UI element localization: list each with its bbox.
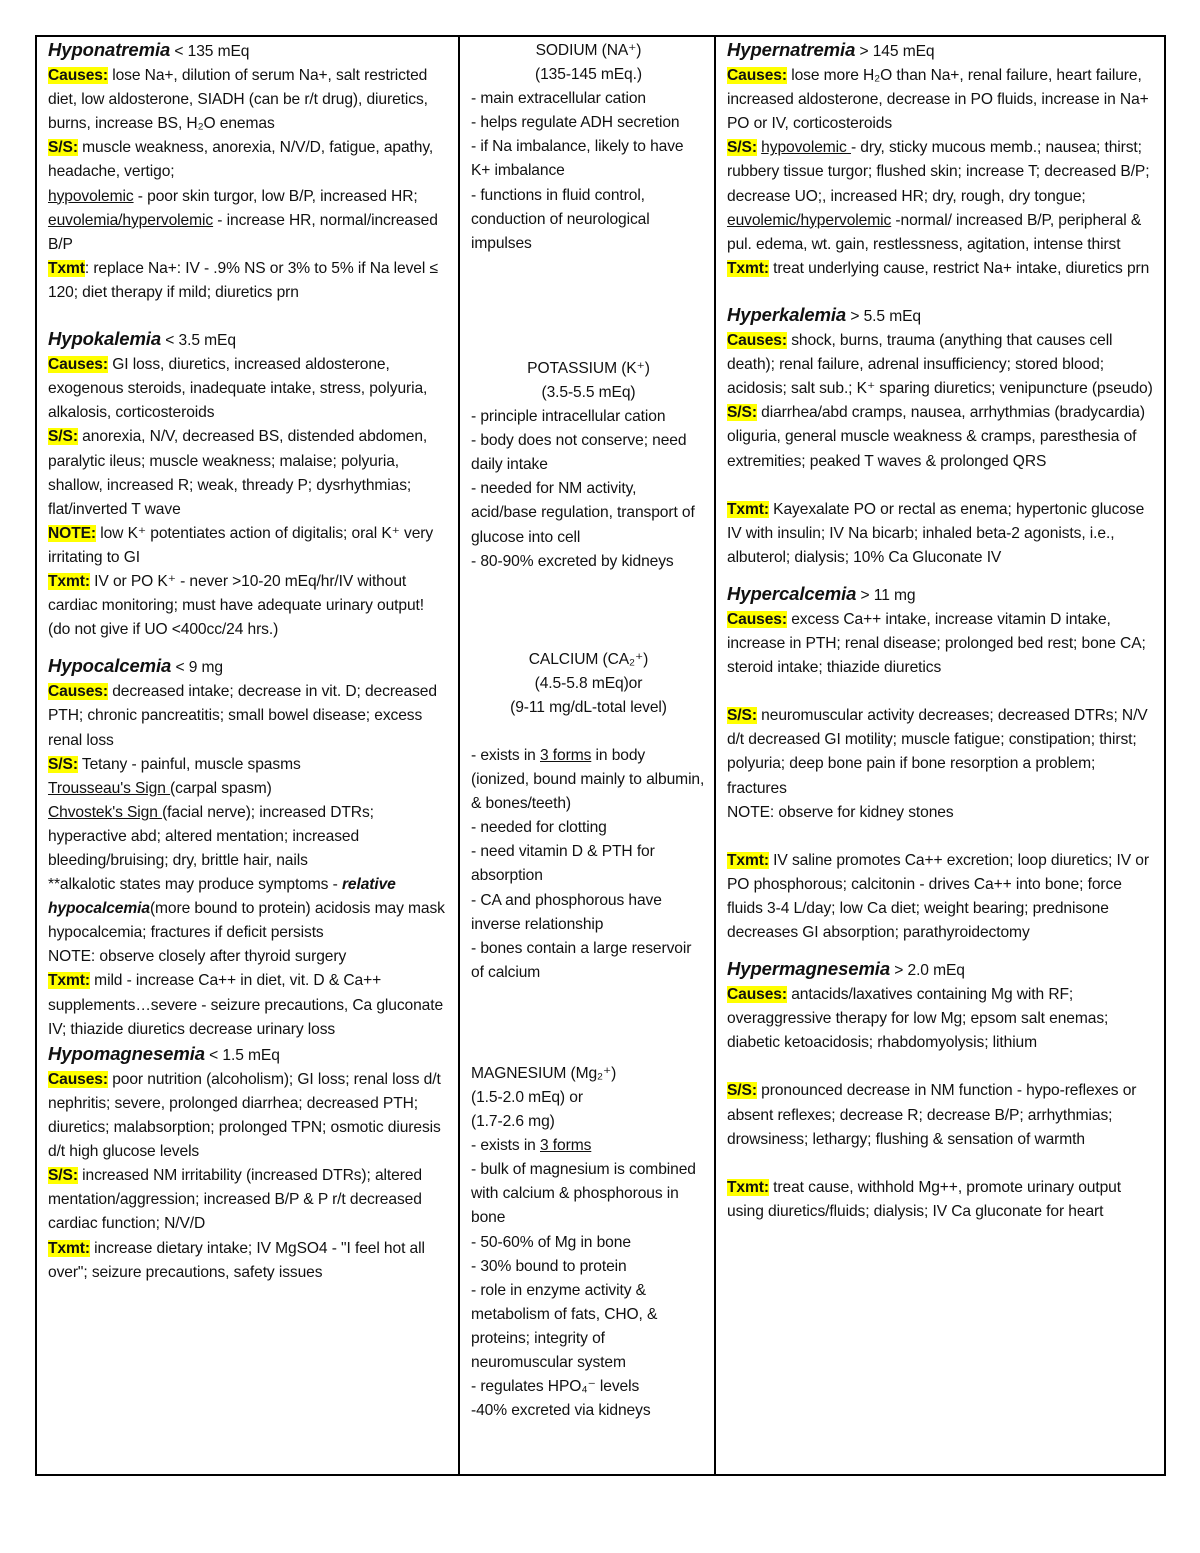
hypernatremia-hypovolemic: hypovolemic (761, 139, 851, 157)
hypernatremia-txmt: treat underlying cause, restrict Na+ intake, diuretics prn (768, 259, 1150, 277)
calcium-line: - needed for clotting (471, 819, 607, 837)
trousseau-text: (carpal spasm) (170, 779, 272, 797)
hypernatremia-causes: lose more H₂O than Na+, renal failure, heart failure, increased aldosterone, decrease in PO fluids, increase in Na+ PO or IV, corticosteroids (727, 67, 1149, 133)
hyponatremia-section (48, 38, 448, 305)
hypermagnesemia-ss-label: S/S: (727, 1082, 757, 1100)
hyponatremia-causes: lose Na+, dilution of serum Na+, salt restricted diet, low aldosterone, SIADH (can be r/t drug), diuretics, burns, increase BS, H₂O enemas (48, 67, 428, 133)
hypokalemia-threshold: < 3.5 mEq (165, 332, 236, 350)
hypocalcemia-note: NOTE: observe closely after thyroid surgery (48, 948, 347, 966)
hypernatremia-causes-label: Causes: (727, 67, 787, 85)
hypocalcemia-causes-label: Causes: (48, 683, 108, 701)
alkalotic-text: **alkalotic states may produce symptoms - (48, 876, 342, 894)
hyperkalemia-txmt: Kayexalate PO or rectal as enema; hypertonic glucose IV with insulin; IV Na bicarb; inhaled beta-2 agonists, i.e., albuterol; dialysis; 10% Ca Gluconate IV (727, 500, 1145, 566)
hyperkalemia-ss-label: S/S: (727, 404, 757, 422)
right-column (716, 37, 1164, 1474)
hypernatremia-euvolemic: euvolemic/hypervolemic (727, 211, 892, 229)
hypernatremia-hypovolemic-text: - dry, sticky mucous memb.; nausea; thirst; rubbery tissue turgor; flushed skin; increase T; decreased B/P; decrease UO;, increased HR; dry, rough, dry tongue; (727, 139, 1150, 205)
calcium-title: CALCIUM (CA₂⁺) (528, 650, 649, 668)
hypocalcemia-ss-label: S/S: (48, 755, 78, 773)
hypocalcemia-txmt-label: Txmt: (48, 972, 90, 990)
hyponatremia-euvolemic-text: - increase HR, normal/increased B/P (48, 211, 438, 253)
hyponatremia-txmt: : replace Na+: IV - .9% NS or 3% to 5% if Na level ≤ 120; diet therapy if mild; diuretics prn (48, 259, 438, 301)
magnesium-line: - role in enzyme activity & metabolism of fats, CHO, & proteins; integrity of neuromuscular system (471, 1281, 658, 1372)
hypokalemia-txmt-label: Txmt: (48, 572, 90, 590)
hypokalemia-causes-label: Causes: (48, 356, 108, 374)
middle-column (460, 37, 716, 1474)
sodium-line: - if Na imbalance, likely to have K+ imbalance (471, 138, 684, 180)
hypercalcemia-causes: excess Ca++ intake, increase vitamin D intake, increase in PTH; renal disease; prolonged bed rest; bone CA; steroid intake; thiazide diuretics (727, 610, 1146, 677)
sodium-line: - helps regulate ADH secretion (471, 114, 680, 132)
hypomagnesemia-title: Hypomagnesemia (48, 1042, 205, 1064)
magnesium-line: - regulates HPO₄⁻ levels (471, 1378, 640, 1396)
left-column (37, 37, 460, 1474)
magnesium-line: - 50-60% of Mg in bone (471, 1233, 631, 1251)
hyponatremia-causes-label: Causes: (48, 67, 108, 85)
magnesium-line1-forms: 3 forms (540, 1137, 592, 1155)
potassium-section (471, 357, 706, 574)
hyponatremia-hypovolemic: hypovolemic (48, 187, 134, 205)
hypercalcemia-txmt-label: Txmt: (727, 851, 769, 869)
hyponatremia-ss: muscle weakness, anorexia, N/V/D, fatigue, apathy, headache, vertigo; (48, 139, 434, 181)
hypercalcemia-title: Hypercalcemia (727, 582, 857, 604)
magnesium-range-2: (1.7-2.6 mg) (471, 1113, 555, 1131)
hypomagnesemia-section (48, 1042, 448, 1285)
electrolyte-table (35, 35, 1166, 1476)
calcium-section (471, 648, 706, 985)
hypocalcemia-threshold: < 9 mg (175, 659, 223, 677)
hypocalcemia-ss: Tetany - painful, muscle spasms (77, 755, 301, 773)
hypomagnesemia-causes: poor nutrition (alcoholism); GI loss; renal loss d/t nephritis; severe, prolonged diarrhea; decreased PTH; diuretics; malabsorption; prolonged TPN; osmotic diuresis d/t high glucose levels (48, 1070, 441, 1161)
calcium-range: (4.5-5.8 mEq)or (534, 674, 643, 692)
hyponatremia-ss-label: S/S: (48, 139, 78, 157)
sodium-line: - main extracellular cation (471, 90, 646, 108)
hypokalemia-note: low K⁺ potentiates action of digitalis; oral K⁺ very irritating to GI (48, 524, 434, 566)
hypomagnesemia-ss-label: S/S: (48, 1167, 78, 1185)
hypernatremia-ss-label: S/S: (727, 139, 757, 157)
hypercalcemia-causes-label: Causes: (727, 610, 787, 628)
potassium-line: - principle intracellular cation (471, 408, 666, 426)
hypercalcemia-section (727, 582, 1156, 945)
hyperkalemia-txmt-label: Txmt: (727, 500, 769, 518)
hypernatremia-section (727, 38, 1156, 281)
hypomagnesemia-ss: increased NM irritability (increased DTRs); altered mentation/aggression; increased B/P & P r/t decreased cardiac function; N/V/D (48, 1167, 422, 1233)
spacer (727, 474, 1156, 498)
spacer (727, 825, 1156, 849)
hypomagnesemia-causes-label: Causes: (48, 1070, 108, 1088)
hypernatremia-euvolemic-text: -normal/ increased B/P, peripheral & pul. edema, wt. gain, restlessness, agitation, intense thirst (727, 211, 1142, 253)
hypokalemia-title: Hypokalemia (48, 328, 162, 350)
hypocalcemia-causes: decreased intake; decrease in vit. D; decreased PTH; chronic pancreatitis; small bowel disease; excess renal loss (48, 683, 437, 749)
potassium-line: - needed for NM activity, acid/base regulation, transport of glucose into cell (471, 480, 695, 546)
hypokalemia-section (48, 327, 448, 642)
hyponatremia-threshold: < 135 mEq (174, 43, 250, 60)
hyperkalemia-section (727, 303, 1156, 570)
hypermagnesemia-title: Hypermagnesemia (727, 958, 891, 980)
magnesium-section (471, 1062, 706, 1423)
magnesium-line: -40% excreted via kidneys (471, 1402, 651, 1420)
magnesium-range: (1.5-2.0 mEq) or (471, 1089, 583, 1106)
hyperkalemia-causes: shock, burns, trauma (anything that causes cell death); renal failure, adrenal insufficiency; stored blood; acidosis; salt sub.; K⁺ sparing diuretics; venipuncture (pseudo) (727, 332, 1153, 398)
hypernatremia-txmt-label: Txmt: (727, 259, 769, 277)
calcium-line1-post: in body (ionized, bound mainly to albumin, & bones/teeth) (471, 746, 705, 813)
hypermagnesemia-section (727, 957, 1156, 1224)
hyponatremia-title: Hyponatremia (48, 39, 171, 60)
hypokalemia-note-label: NOTE: (48, 524, 97, 542)
hypomagnesemia-txmt-label: Txmt: (48, 1239, 90, 1257)
potassium-line: - 80-90% excreted by kidneys (471, 552, 674, 570)
hypermagnesemia-txmt-label: Txmt: (727, 1178, 769, 1196)
hypermagnesemia-txmt: treat cause, withhold Mg++, promote urinary output using diuretics/fluids; dialysis; IV Ca gluconate for heart (727, 1178, 1121, 1220)
hypermagnesemia-causes-label: Causes: (727, 986, 787, 1004)
calcium-line1-pre: - exists in (471, 746, 540, 764)
hyperkalemia-ss: diarrhea/abd cramps, nausea, arrhythmias (bradycardia) oliguria, general muscle weakness & cramps, paresthesia of extremities; peaked T waves & prolonged QRS (727, 404, 1145, 470)
hypokalemia-ss-label: S/S: (48, 428, 78, 446)
hypercalcemia-threshold: > 11 mg (860, 586, 916, 604)
calcium-range-2: (9-11 mg/dL-total level) (510, 698, 667, 716)
hypokalemia-txmt: IV or PO K⁺ - never >10-20 mEq/hr/IV without cardiac monitoring; must have adequate urinary output! (do not give if UO <400cc/24 hrs.) (48, 572, 425, 639)
hypercalcemia-txmt: IV saline promotes Ca++ excretion; loop diuretics; IV or PO phosphorous; calcitonin - drives Ca++ into bone; force fluids 3-4 L/day; low Ca diet; weight bearing; prednisone decreases GI absorption; parathyroidectomy (727, 851, 1149, 941)
sodium-title: SODIUM (NA⁺) (535, 42, 642, 59)
hypercalcemia-note: NOTE: observe for kidney stones (727, 803, 954, 821)
spacer (471, 720, 706, 744)
potassium-range: (3.5-5.5 mEq) (541, 383, 636, 401)
potassium-title: POTASSIUM (K⁺) (527, 359, 650, 377)
hypokalemia-ss: anorexia, N/V, decreased BS, distended abdomen, paralytic ileus; muscle weakness; malaise; polyuria, shallow, increased R; weak, thready P; dysrhythmias; flat/inverted T wave (48, 428, 428, 518)
calcium-line1-forms: 3 forms (540, 746, 592, 764)
hypermagnesemia-ss: pronounced decrease in NM function - hypo-reflexes or absent reflexes; decrease R; decrease B/P; arrhythmias; drowsiness; lethargy; flushing & sensation of warmth (727, 1082, 1137, 1148)
hyponatremia-euvolemic: euvolemia/hypervolemic (48, 211, 214, 229)
trousseau-sign: Trousseau's Sign (48, 779, 171, 797)
magnesium-line: - 30% bound to protein (471, 1257, 627, 1275)
hyperkalemia-causes-label: Causes: (727, 332, 787, 350)
hypocalcemia-title: Hypocalcemia (48, 655, 172, 677)
spacer (727, 1152, 1156, 1176)
sodium-line: - functions in fluid control, conduction of neurological impulses (471, 186, 650, 252)
magnesium-line1-pre: - exists in (471, 1137, 540, 1155)
calcium-line: - CA and phosphorous have inverse relationship (471, 891, 662, 933)
hyperkalemia-title: Hyperkalemia (727, 303, 847, 325)
spacer (727, 1055, 1156, 1079)
magnesium-title: MAGNESIUM (Mg₂⁺) (471, 1064, 617, 1082)
magnesium-line: - bulk of magnesium is combined with calcium & phosphorous in bone (471, 1161, 696, 1227)
chvostek-text: (facial nerve); increased DTRs; hyperactive abd; altered mentation; increased bleeding/bruising; dry, brittle hair, nails (48, 803, 374, 869)
hyperkalemia-threshold: > 5.5 mEq (850, 307, 921, 325)
hypermagnesemia-threshold: > 2.0 mEq (894, 962, 965, 980)
hypocalcemia-section (48, 654, 448, 1042)
hyponatremia-hypovolemic-text: - poor skin turgor, low B/P, increased HR; (133, 187, 418, 205)
hypomagnesemia-threshold: < 1.5 mEq (209, 1046, 280, 1064)
chvostek-sign: Chvostek's Sign (48, 803, 163, 821)
hypokalemia-causes: GI loss, diuretics, increased aldosterone, exogenous steroids, inadequate intake, stress, polyuria, alkalosis, corticosteroids (48, 356, 428, 422)
hyponatremia-txmt-label: Txmt (48, 259, 85, 277)
hypermagnesemia-causes: antacids/laxatives containing Mg with RF; overaggressive therapy for low Mg; epsom salt enemas; diabetic ketoacidosis; rhabdomyolysis; lithium (727, 986, 1109, 1052)
hypernatremia-title: Hypernatremia (727, 39, 856, 60)
calcium-line: - need vitamin D & PTH for absorption (471, 843, 655, 885)
relative-hypocalcemia: relative hypocalcemia (48, 876, 396, 918)
calcium-line: - bones contain a large reservoir of calcium (471, 939, 692, 981)
potassium-line: - body does not conserve; need daily intake (471, 432, 687, 474)
sodium-section (471, 39, 706, 256)
hypocalcemia-txmt: mild - increase Ca++ in diet, vit. D & Ca++ supplements…severe - seizure precautions, Ca gluconate IV; thiazide diuretics decrease urinary loss (48, 972, 444, 1038)
hypernatremia-threshold: > 145 mEq (859, 43, 935, 60)
hypercalcemia-ss-label: S/S: (727, 707, 757, 725)
relative-text: (more bound to protein) acidosis may mask hypocalcemia; fractures if deficit persists (48, 900, 445, 942)
hypercalcemia-ss: neuromuscular activity decreases; decreased DTRs; N/V d/t decreased GI motility; muscle fatigue; constipation; thirst; polyuria; deep bone pain if bone resorption a problem; fractures (727, 707, 1148, 797)
spacer (727, 680, 1156, 704)
sodium-range: (135-145 mEq.) (535, 66, 642, 84)
hypomagnesemia-txmt: increase dietary intake; IV MgSO4 - "I feel hot all over"; seizure precautions, safety issues (48, 1239, 425, 1281)
